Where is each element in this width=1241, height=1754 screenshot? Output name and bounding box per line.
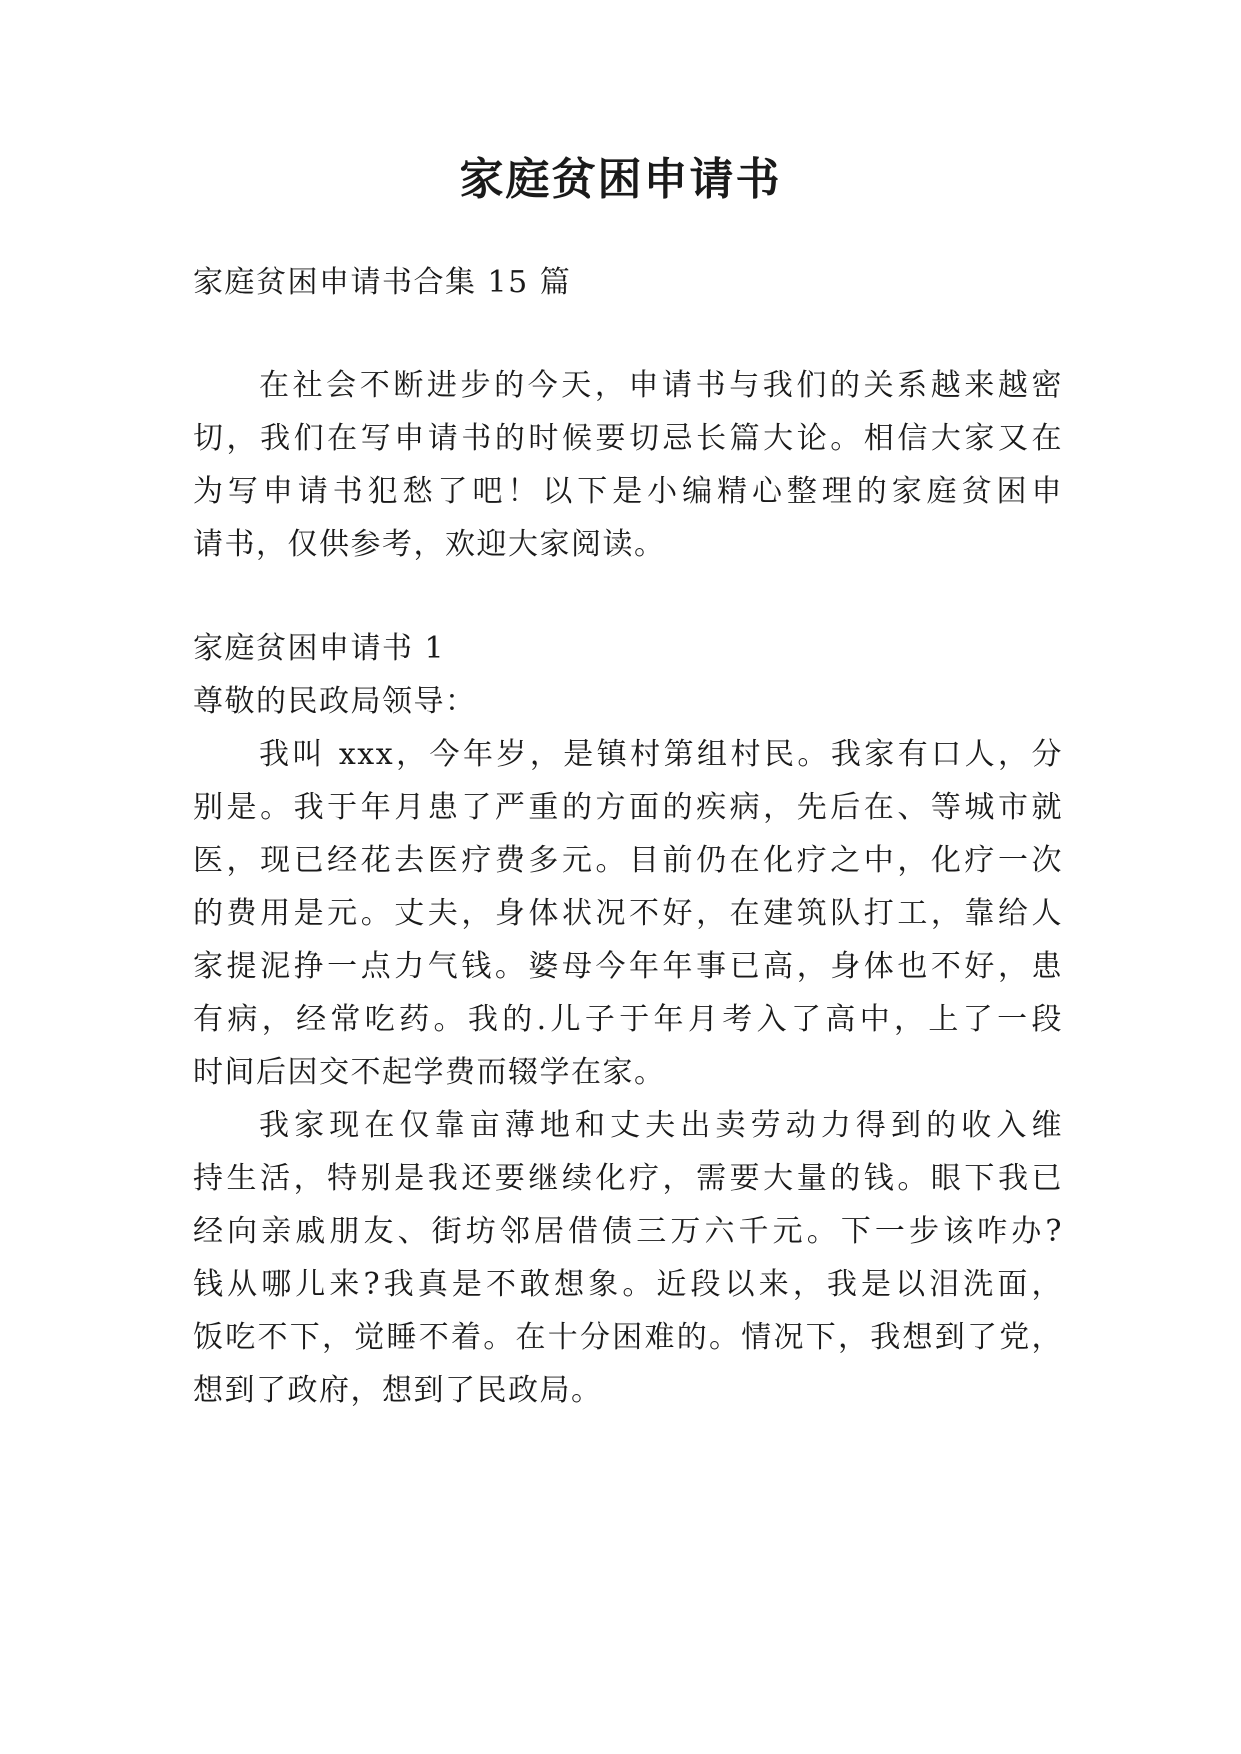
intro-line-1: 在社会不断进步的今天，申请书与我们的关系越来越密 [259,368,1063,403]
paragraph2-line-1: 我家现在仅靠亩薄地和丈夫出卖劳动力得到的收入维 [259,1108,1063,1143]
paragraph2-line-6: 想到了政府，想到了民政局。 [193,1373,603,1408]
document-subtitle: 家庭贫困申请书合集 15 篇 [193,265,572,300]
document-title: 家庭贫困申请书 [459,154,782,205]
paragraph1-line-2: 别是。我于年月患了严重的方面的疾病，先后在、等城市就 [193,790,1063,825]
paragraph1-line-5: 家提泥挣一点力气钱。婆母今年年事已高，身体也不好，患 [193,949,1063,984]
intro-line-4: 请书，仅供参考，欢迎大家阅读。 [193,527,666,562]
paragraph2-line-3: 经向亲戚朋友、街坊邻居借债三万六千元。下一步该咋办? [193,1214,1063,1249]
paragraph1-line-4: 的费用是元。丈夫，身体状况不好，在建筑队打工，靠给人 [193,896,1063,931]
paragraph2-line-2: 持生活，特别是我还要继续化疗，需要大量的钱。眼下我已 [193,1161,1063,1196]
paragraph1-line-7: 时间后因交不起学费而辍学在家。 [193,1055,666,1090]
paragraph1-line-1: 我叫 xxx，今年岁，是镇村第组村民。我家有口人，分 [259,737,1063,772]
salutation: 尊敬的民政局领导： [193,684,477,719]
intro-line-2: 切，我们在写申请书的时候要切忌长篇大论。相信大家又在 [193,421,1063,456]
intro-line-3: 为写申请书犯愁了吧！以下是小编精心整理的家庭贫困申 [193,474,1063,509]
paragraph1-line-6: 有病，经常吃药。我的.儿子于年月考入了高中，上了一段 [193,1002,1063,1037]
paragraph2-line-4: 钱从哪儿来?我真是不敢想象。近段以来，我是以泪洗面， [193,1267,1063,1302]
paragraph1-line-3: 医，现已经花去医疗费多元。目前仍在化疗之中，化疗一次 [193,843,1063,878]
section-heading: 家庭贫困申请书 1 [193,631,446,666]
paragraph2-line-5: 饭吃不下，觉睡不着。在十分困难的。情况下，我想到了党， [193,1320,1063,1355]
